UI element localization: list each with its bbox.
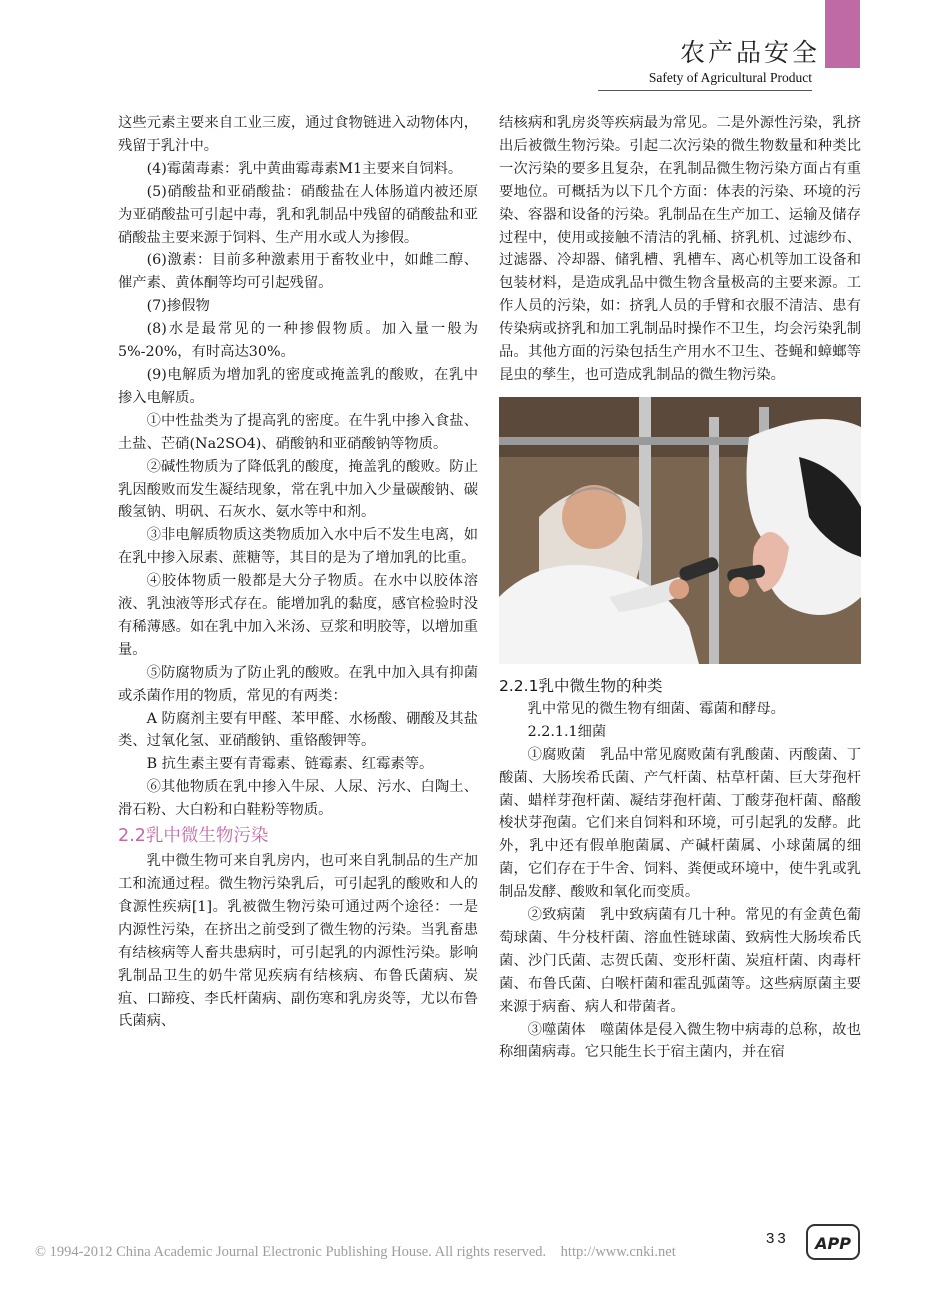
paragraph: ②碱性物质为了降低乳的酸度，掩盖乳的酸败。防止乳因酸败而发生凝结现象，常在乳中加入少量碳酸钠、碳酸氢钠、明矾、石灰水、氨水等中和剂。 (118, 458, 478, 521)
milking-photo (499, 397, 861, 664)
paragraph: 乳中常见的微生物有细菌、霉菌和酵母。 (527, 700, 785, 717)
paragraph: ①中性盐类为了提高乳的密度。在牛乳中掺入食盐、土盐、芒硝(Na2SO4)、硝酸钠和亚硝酸钠等物质。 (118, 412, 478, 452)
paragraph: ②致病菌 乳中致病菌有几十种。常见的有金黄色葡萄球菌、牛分枝杆菌、溶血性链球菌、致病性大肠埃希氏菌、沙门氏菌、志贺氏菌、变形杆菌、炭疽杆菌、肉毒杆菌、布鲁氏菌、白喉杆菌和霍乱弧菌等。这些病原菌主要来源于病畜、病人和带菌者。 (499, 907, 861, 1015)
paragraph: ④胶体物质一般都是大分子物质。在水中以胶体溶液、乳浊液等形式存在。能增加乳的黏度，感官检验时没有稀薄感。如在乳中加入米汤、豆浆和明胶等，以增加重量。 (118, 573, 478, 658)
header-rule (598, 90, 812, 91)
paragraph: (7)掺假物 (146, 298, 210, 315)
paragraph: ①腐败菌 乳品中常见腐败菌有乳酸菌、丙酸菌、丁酸菌、大肠埃希氏菌、产气杆菌、枯草杆菌、巨大芽孢杆菌、蜡样芽孢杆菌、凝结芽孢杆菌、丁酸芽孢杆菌、酪酸梭状芽孢菌。它们来自饲料和环境，可引起乳的发酵。此外，乳中还有假单胞菌属、产碱杆菌属、小球菌属的细菌，它们存在于牛舍、饲料、粪便或环境中，使牛乳或乳制品发酵、酸败和氧化而变质。 (499, 746, 861, 901)
paragraph: ⑥其他物质在乳中掺入牛尿、人尿、污水、白陶土、滑石粉、大白粉和白鞋粉等物质。 (118, 779, 478, 819)
paragraph: A 防腐剂主要有甲醛、苯甲醛、水杨酸、硼酸及其盐类、过氧化氢、亚硝酸钠、重铬酸钾等。 (118, 710, 478, 750)
paragraph: B 抗生素主要有青霉素、链霉素、红霉素等。 (146, 756, 434, 773)
paragraph: ③非电解质物质这类物质加入水中后不发生电离，如在乳中掺入尿素、蔗糖等，其目的是为了增加乳的比重。 (118, 527, 478, 567)
paragraph: 这些元素主要来自工业三废，通过食物链进入动物体内，残留于乳汁中。 (118, 115, 478, 154)
journal-section-title: 农产品安全 (679, 38, 820, 67)
page-number: 33 (766, 1230, 789, 1247)
paragraph: ⑤防腐物质为了防止乳的酸败。在乳中加入具有抑菌或杀菌作用的物质，常见的有两类： (118, 664, 478, 704)
left-column (118, 112, 478, 1033)
header-color-tab (825, 0, 860, 68)
logo-text: APP (815, 1234, 851, 1253)
app-logo-icon (806, 1224, 860, 1260)
sub-subsection-heading: 2.2.1.1细菌 (527, 723, 607, 740)
paragraph: 乳中微生物可来自乳房内，也可来自乳制品的生产加工和流通过程。微生物污染乳后，可引起乳的酸败和人的食源性疾病[1]。乳被微生物污染可通过两个途径：一是内源性污染，在挤出之前受到了微生物的污染。当乳畜患有结核病等人畜共患病时，可引起乳的内源性污染。影响乳制品卫生的奶牛常见疾病有结核病、布鲁氏菌病、炭疽、口蹄疫、李氏杆菌病、副伤寒和乳房炎等，尤以布鲁氏菌病、 (118, 853, 478, 1030)
paragraph: (8)水是最常见的一种掺假物质。加入量一般为5%-20%，有时高达30%。 (118, 321, 478, 361)
paragraph: (9)电解质为增加乳的密度或掩盖乳的酸败，在乳中掺入电解质。 (118, 366, 478, 406)
paragraph: (5)硝酸盐和亚硝酸盐：硝酸盐在人体肠道内被还原为亚硝酸盐可引起中毒，乳和乳制品中残留的硝酸盐和亚硝酸盐主要来源于饲料、生产用水或人为掺假。 (118, 183, 478, 246)
section-heading: 2.2乳中微生物污染 (118, 826, 269, 847)
paragraph: (4)霉菌毒素：乳中黄曲霉毒素M1主要来自饲料。 (146, 160, 463, 177)
paragraph: ③噬菌体 噬菌体是侵入微生物中病毒的总称，故也称细菌病毒。它只能生长于宿主菌内，并在宿 (499, 1021, 861, 1061)
paragraph: (6)激素：目前多种激素用于畜牧业中，如雌二醇、催产素、黄体酮等均可引起残留。 (118, 252, 478, 292)
right-column (499, 112, 861, 1064)
paragraph: 结核病和乳房炎等疾病最为常见。二是外源性污染，乳挤出后被微生物污染。引起二次污染的微生物数量和种类比一次污染的要多且复杂，在乳制品微生物污染方面占有重要地位。可概括为以下几个方面：体表的污染、环境的污染、容器和设备的污染。乳制品在生产加工、运输及储存过程中，使用或接触不清洁的乳桶、挤乳机、过滤纱布、过滤器、冷却器、储乳槽、乳槽车、离心机等加工设备和包装材料，是造成乳品中微生物含量极高的主要来源。工作人员的污染，如：挤乳人员的手臂和衣服不清洁、患有传染病或挤乳和加工乳制品时操作不卫生，均会污染乳制品。其他方面的污染包括生产用水不卫生、苍蝇和蟑螂等昆虫的孳生，也可造成乳制品的微生物污染。 (499, 115, 861, 383)
copyright-watermark: © 1994-2012 China Academic Journal Electronic Publishing House. All rights reserved. http://www.cnki.net (35, 1244, 676, 1260)
subsection-heading: 2.2.1乳中微生物的种类 (499, 676, 663, 695)
journal-section-subtitle: Safety of Agricultural Product (648, 70, 812, 85)
